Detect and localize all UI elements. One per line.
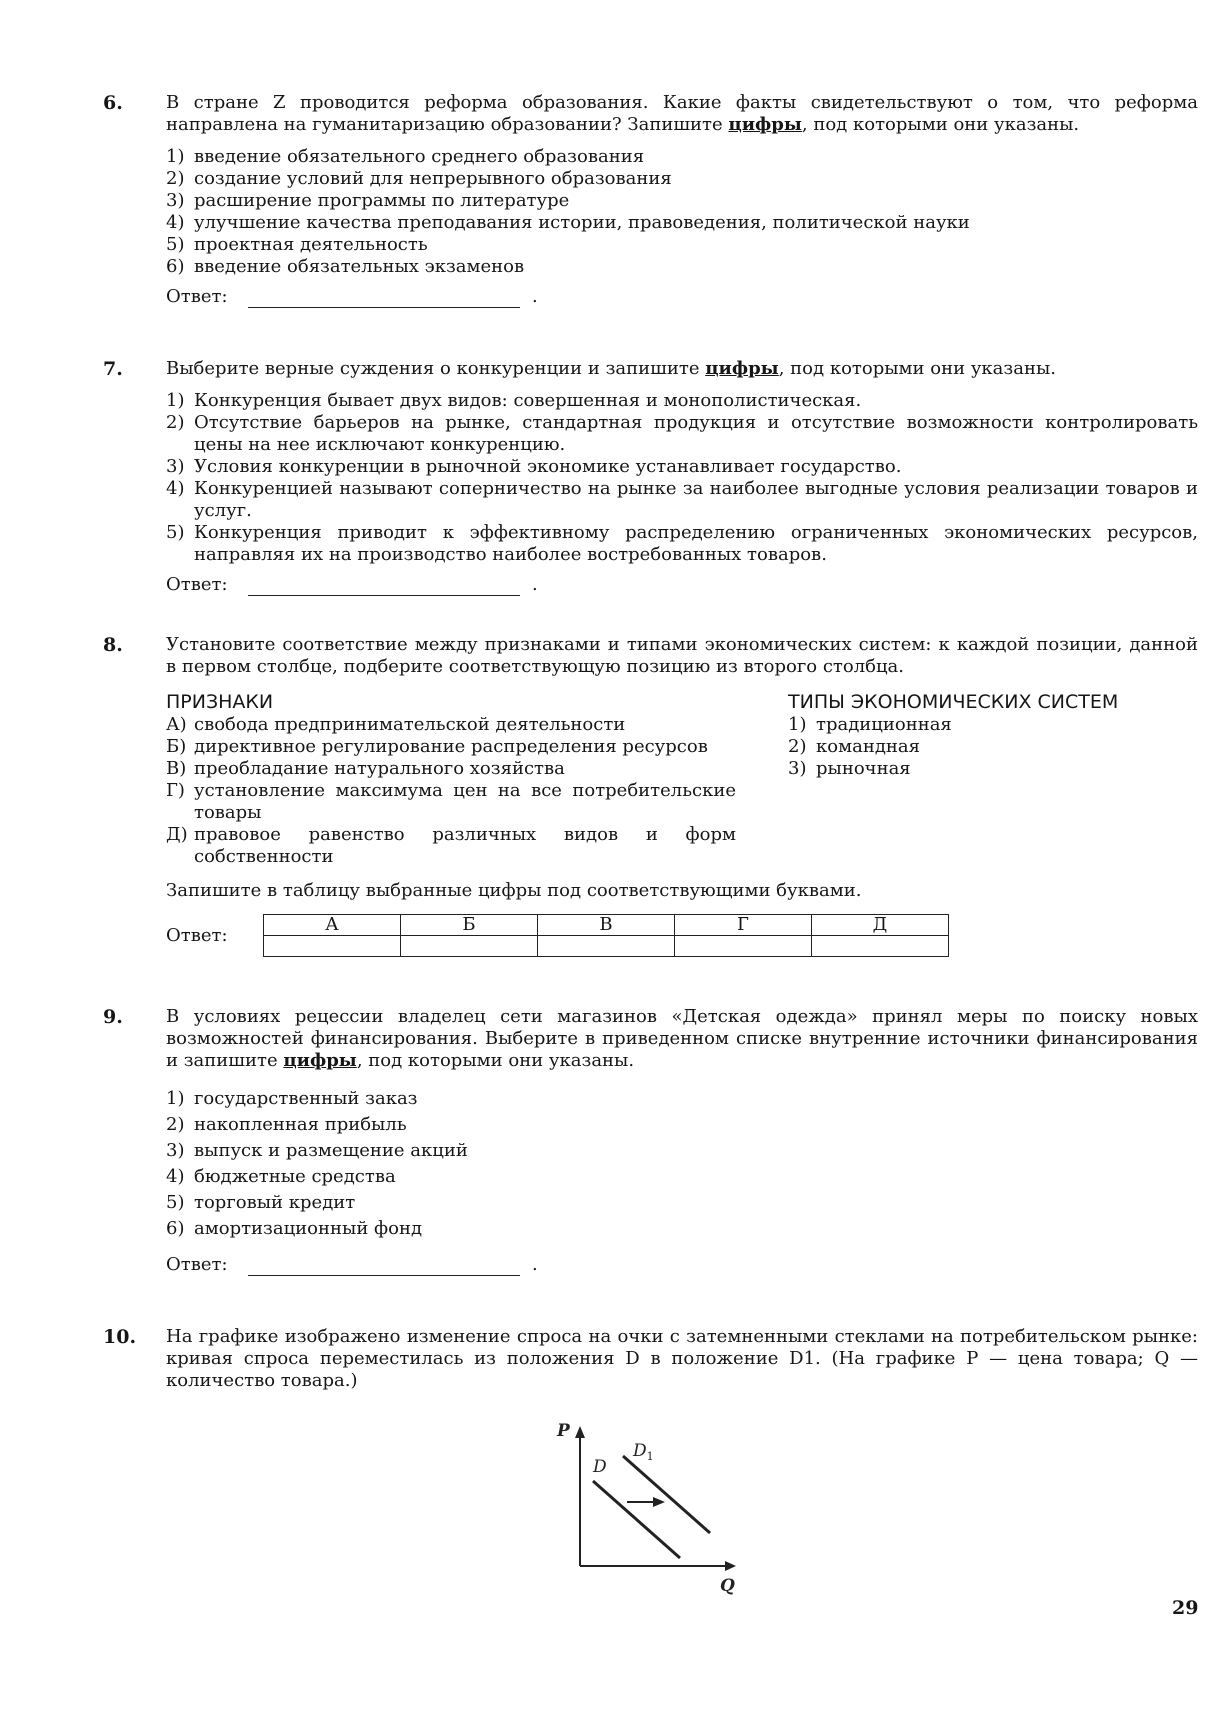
answer-label: Ответ:: [166, 924, 228, 946]
answer-cell[interactable]: [401, 936, 538, 957]
matching-columns: [166, 690, 1198, 868]
task-number: 10.: [103, 1326, 137, 1348]
task-number: 7.: [103, 358, 123, 380]
list-item: 1) традиционная: [788, 714, 952, 735]
list-item: 2) накопленная прибыль: [166, 1114, 407, 1135]
features-list: [166, 714, 736, 868]
types-list: [788, 714, 1198, 780]
list-item: 3) рыночная: [788, 758, 911, 779]
shift-arrow-head: [653, 1497, 665, 1507]
list-item: В) преобладание натурального хозяйства: [166, 758, 565, 779]
list-item: 3) Условия конкуренции в рыночной экономике устанавливает государство.: [166, 456, 902, 477]
table-header-cell: А: [264, 915, 401, 936]
list-item: 3) расширение программы по литературе: [166, 190, 570, 211]
list-item: А) свобода предпринимательской деятельности: [166, 714, 626, 735]
answer-row: Ответ: .: [166, 1254, 538, 1275]
x-axis-arrow: [725, 1561, 736, 1571]
options-list: [166, 390, 1198, 566]
curve-d-label: D: [593, 1457, 607, 1477]
demand-curve-d1: [623, 1456, 710, 1533]
list-item: 1) государственный заказ: [166, 1088, 418, 1109]
table-header-cell: Д: [812, 915, 949, 936]
task-content: [166, 634, 1198, 957]
list-item: 5) Конкуренция приводит к эффективному распределению ограниченных экономических ресурсов, направляя их на производство наиболее востребованных товаров.: [166, 522, 1198, 565]
list-item: 6) амортизационный фонд: [166, 1218, 423, 1239]
y-axis-label: P: [557, 1421, 570, 1441]
demand-curve-d: [593, 1481, 680, 1558]
answer-row: [166, 914, 1198, 957]
list-item: Б) директивное регулирование распределения ресурсов: [166, 736, 708, 757]
table-header-cell: Г: [675, 915, 812, 936]
question-text: На графике изображено изменение спроса на очки с затемненными стеклами на потребительском рынке: кривая спроса переместилась из положения D в положение D1. (На графике P — цена товара; Q — количество товара.): [166, 1326, 1198, 1391]
list-item: 1) Конкуренция бывает двух видов: совершенная и монополистическая.: [166, 390, 862, 411]
answer-label: Ответ:: [166, 1254, 228, 1275]
answer-line[interactable]: [248, 287, 520, 308]
answer-row: Ответ: .: [166, 574, 538, 595]
list-item: 1) введение обязательного среднего образования: [166, 146, 645, 167]
answer-cell[interactable]: [675, 936, 812, 957]
column-header: ПРИЗНАКИ: [166, 691, 274, 713]
instruction-text: Запишите в таблицу выбранные цифры под соответствующими буквами.: [166, 880, 862, 901]
options-list: [166, 146, 1198, 278]
x-axis-label: Q: [720, 1576, 735, 1596]
list-item: 5) проектная деятельность: [166, 234, 428, 255]
y-axis-arrow: [575, 1426, 585, 1438]
list-item: 5) торговый кредит: [166, 1192, 356, 1213]
options-list: [166, 1086, 1198, 1242]
list-item: 3) выпуск и размещение акций: [166, 1140, 468, 1161]
list-item: Г) установление максимума цен на все потребительские товары: [166, 780, 736, 823]
answer-line[interactable]: [248, 1255, 520, 1276]
list-item: 4) улучшение качества преподавания истории, правоведения, политической науки: [166, 212, 970, 233]
list-item: 2) Отсутствие барьеров на рынке, стандартная продукция и отсутствие возможности контролировать цены на нее исключают конкуренцию.: [166, 412, 1198, 455]
task-number: 6.: [103, 92, 123, 114]
table-header-cell: Б: [401, 915, 538, 936]
list-item: 6) введение обязательных экзаменов: [166, 256, 525, 277]
question-text: Установите соответствие между признаками и типами экономических систем: к каждой позиции, данной в первом столбце, подберите соответствующую позицию из второго столбца.: [166, 634, 1198, 677]
answer-label: Ответ:: [166, 286, 228, 307]
types-column: [788, 690, 1198, 868]
question-text: В стране Z проводится реформа образования. Какие факты свидетельствуют о том, что реформа направлена на гуманитаризацию образовании? Запишите цифры, под которыми они указаны.: [166, 92, 1198, 135]
demand-shift-graph: [545, 1416, 745, 1596]
list-item: Д) правовое равенство различных видов и форм собственности: [166, 824, 736, 867]
answer-line[interactable]: [248, 575, 520, 596]
answer-cell[interactable]: [264, 936, 401, 957]
task-content: [166, 1006, 1198, 1276]
list-item: 2) создание условий для непрерывного образования: [166, 168, 672, 189]
curve-d1-label: $D_1$: [633, 1441, 654, 1463]
answer-row: Ответ: .: [166, 286, 538, 307]
question-text: В условиях рецессии владелец сети магазинов «Детская одежда» принял меры по поиску новых возможностей финансирования. Выберите в приведенном списке внутренние источники финансирования и запишите цифры, под которыми они указаны.: [166, 1006, 1198, 1071]
answer-cell[interactable]: [812, 936, 949, 957]
list-item: 4) Конкуренцией называют соперничество на рынке за наиболее выгодные условия реализации товаров и услуг.: [166, 478, 1198, 521]
answer-cell[interactable]: [538, 936, 675, 957]
answer-table: [263, 914, 949, 957]
task-content: [166, 358, 1198, 596]
task-content: [166, 92, 1198, 308]
question-text: Выберите верные суждения о конкуренции и запишите цифры, под которыми они указаны.: [166, 358, 1056, 379]
column-header: ТИПЫ ЭКОНОМИЧЕСКИХ СИСТЕМ: [788, 691, 1119, 713]
features-column: [166, 690, 736, 868]
task-content: [166, 1326, 1198, 1392]
page-number: 29: [1172, 1597, 1199, 1619]
list-item: 4) бюджетные средства: [166, 1166, 396, 1187]
answer-label: Ответ:: [166, 574, 228, 595]
table-header-cell: В: [538, 915, 675, 936]
task-number: 9.: [103, 1006, 123, 1028]
task-number: 8.: [103, 634, 123, 656]
list-item: 2) командная: [788, 736, 920, 757]
